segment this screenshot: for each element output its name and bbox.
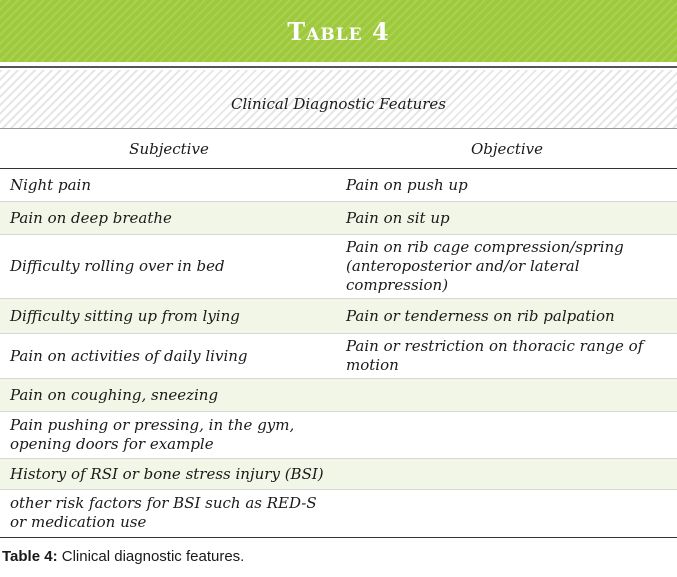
column-header-subjective: Subjective xyxy=(129,140,209,158)
caption-label: Table 4: xyxy=(2,548,58,565)
objective-cell: Pain or restriction on thoracic range of motion xyxy=(346,337,644,374)
table-row xyxy=(0,334,677,379)
objective-cell xyxy=(346,412,666,458)
objective-cell xyxy=(346,459,666,489)
table-row xyxy=(0,459,677,490)
subjective-cell: Pain on activities of daily living xyxy=(10,346,248,365)
subjective-cell: Difficulty rolling over in bed xyxy=(10,257,225,275)
table-row xyxy=(0,412,677,459)
bottom-divider xyxy=(0,537,677,538)
table-title: Table 4 xyxy=(287,16,390,46)
table-row xyxy=(0,235,677,299)
table-row xyxy=(0,490,677,536)
objective-cell xyxy=(346,379,666,411)
table-row xyxy=(0,299,677,334)
top-divider xyxy=(0,66,677,68)
objective-cell: Pain on sit up xyxy=(346,208,450,227)
subjective-cell: Pain on deep breathe xyxy=(10,208,172,227)
subjective-cell: Pain pushing or pressing, in the gym, opening doors for example xyxy=(10,416,295,453)
objective-cell: Pain or tenderness on rib palpation xyxy=(346,306,615,325)
table-subtitle: Clinical Diagnostic Features xyxy=(230,95,447,113)
table-caption xyxy=(2,548,244,565)
subjective-cell: Pain on coughing, sneezing xyxy=(10,385,219,404)
subjective-cell: other risk factors for BSI such as RED-S or medication use xyxy=(10,494,317,531)
objective-cell: Pain on rib cage compression/spring (anteroposterior and/or lateral compression) xyxy=(346,238,624,294)
column-header-objective: Objective xyxy=(470,140,543,158)
objective-cell: Pain on push up xyxy=(346,175,468,194)
caption-text: Clinical diagnostic features. xyxy=(57,548,245,565)
subjective-cell: Difficulty sitting up from lying xyxy=(10,306,240,325)
subjective-cell: Night pain xyxy=(10,175,91,194)
subjective-cell: History of RSI or bone stress injury (BSI) xyxy=(10,464,324,483)
table-row xyxy=(0,202,677,235)
table-row xyxy=(0,379,677,412)
table-banner xyxy=(0,0,677,62)
table-header-row xyxy=(0,128,677,169)
table-row xyxy=(0,169,677,202)
objective-cell xyxy=(346,490,666,536)
